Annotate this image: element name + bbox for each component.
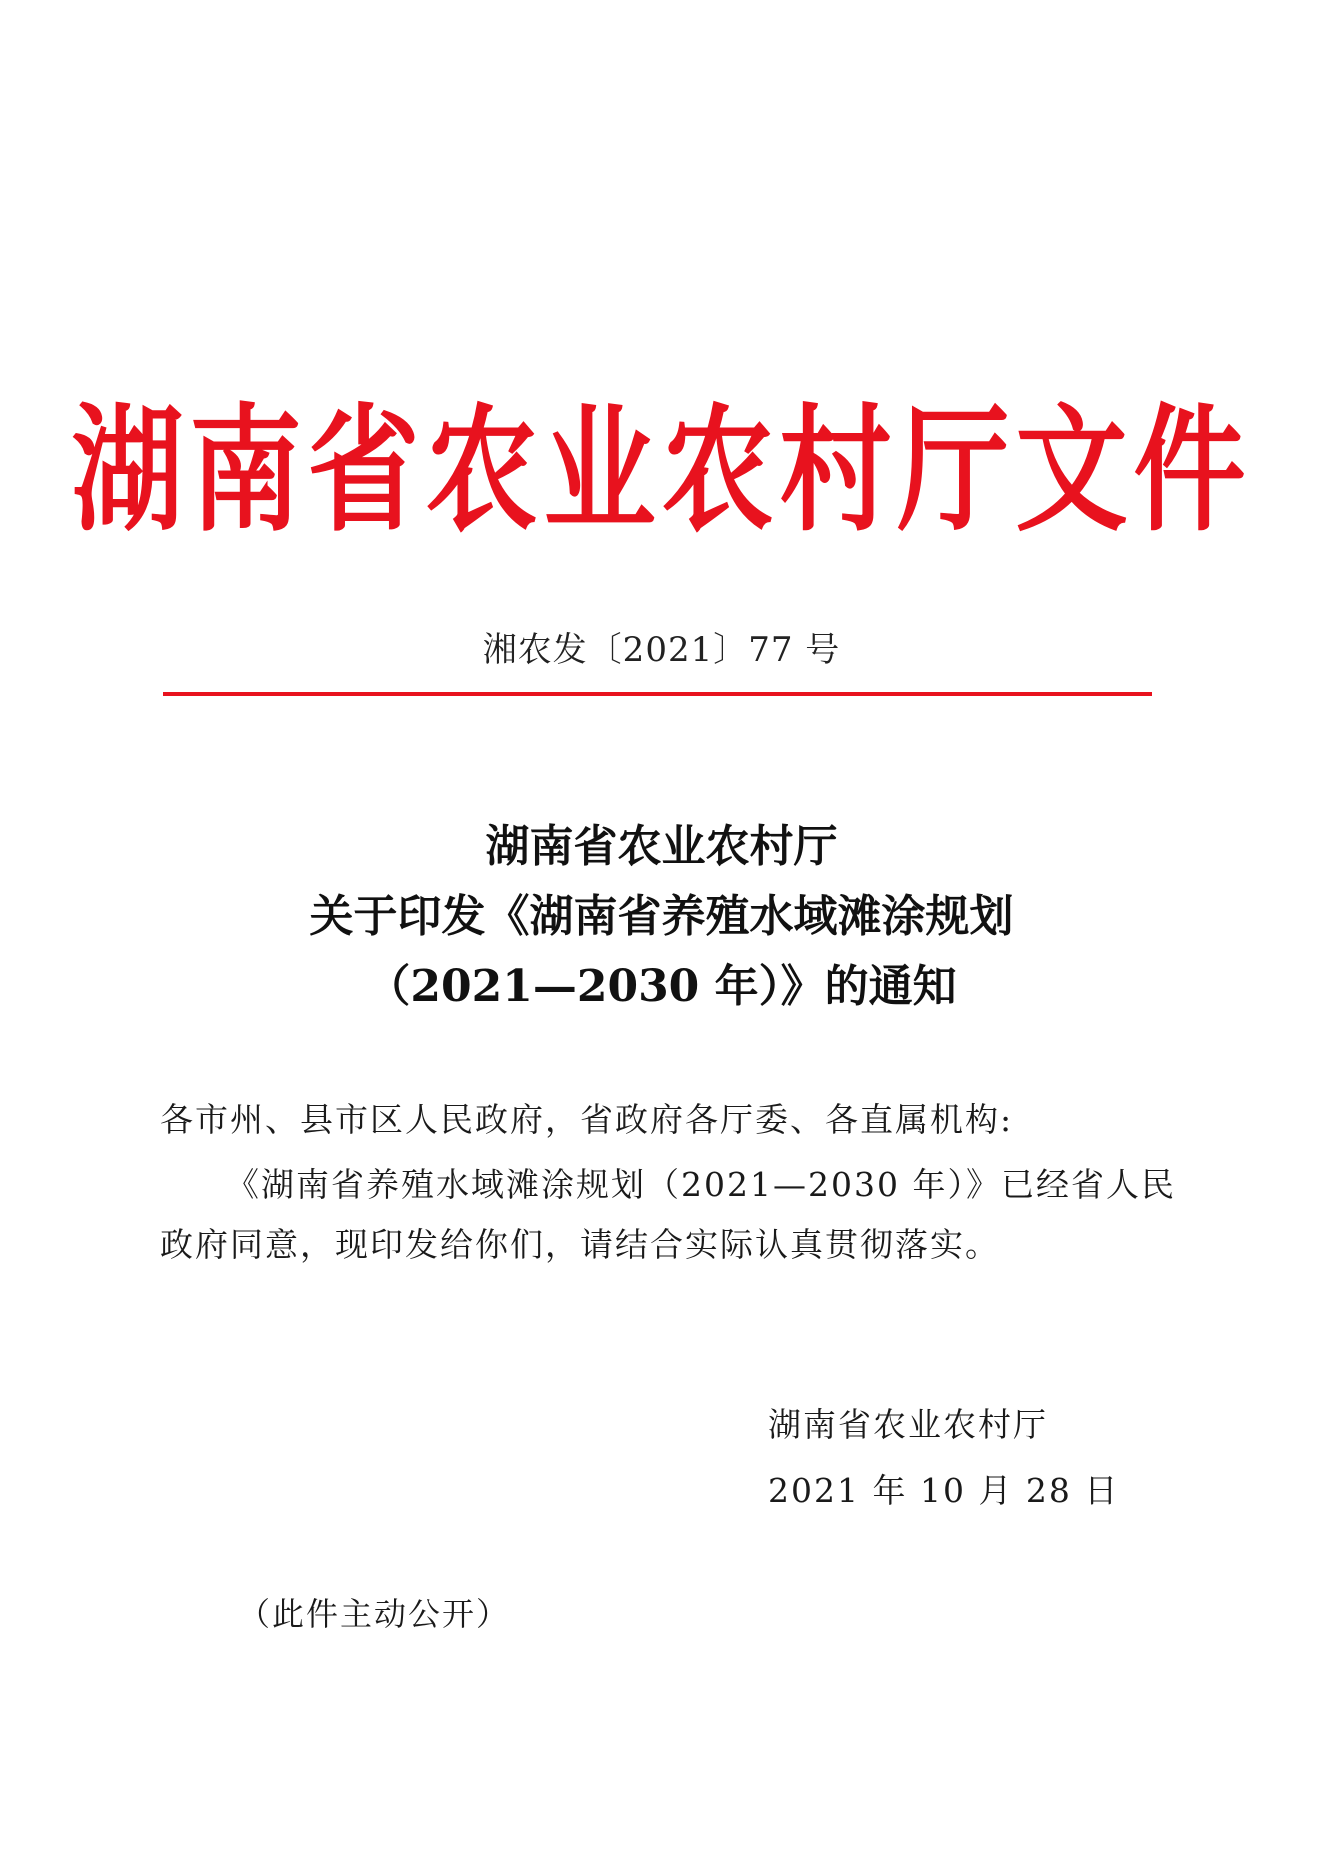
- issue-date: 2021 年 10 月 28 日: [768, 1471, 1120, 1510]
- notice-title: [0, 812, 1323, 1022]
- document-number: 湘农发〔2021〕77 号: [482, 630, 841, 670]
- issuer-name: 湖南省农业农村厅: [768, 1405, 1048, 1444]
- title-line-1: 湖南省农业农村厅: [485, 821, 838, 872]
- salutation: 各市州、县市区人民政府，省政府各厅委、各直属机构:: [160, 1100, 1014, 1139]
- title-line-2: 关于印发《湖南省养殖水域滩涂规划: [309, 891, 1014, 942]
- body-paragraph: 《湖南省养殖水域滩涂规划（2021—2030 年）》已经省人民政府同意，现印发给你们，请结合实际认真贯彻落实。: [160, 1165, 1176, 1264]
- title-line-3: （2021—2030 年）》的通知: [366, 961, 957, 1012]
- red-separator-line: [163, 692, 1152, 696]
- disclosure-note: （此件主动公开）: [238, 1595, 511, 1633]
- document-masthead: 湖南省农业农村厅文件: [71, 390, 1252, 551]
- signature-block: [768, 1392, 1119, 1524]
